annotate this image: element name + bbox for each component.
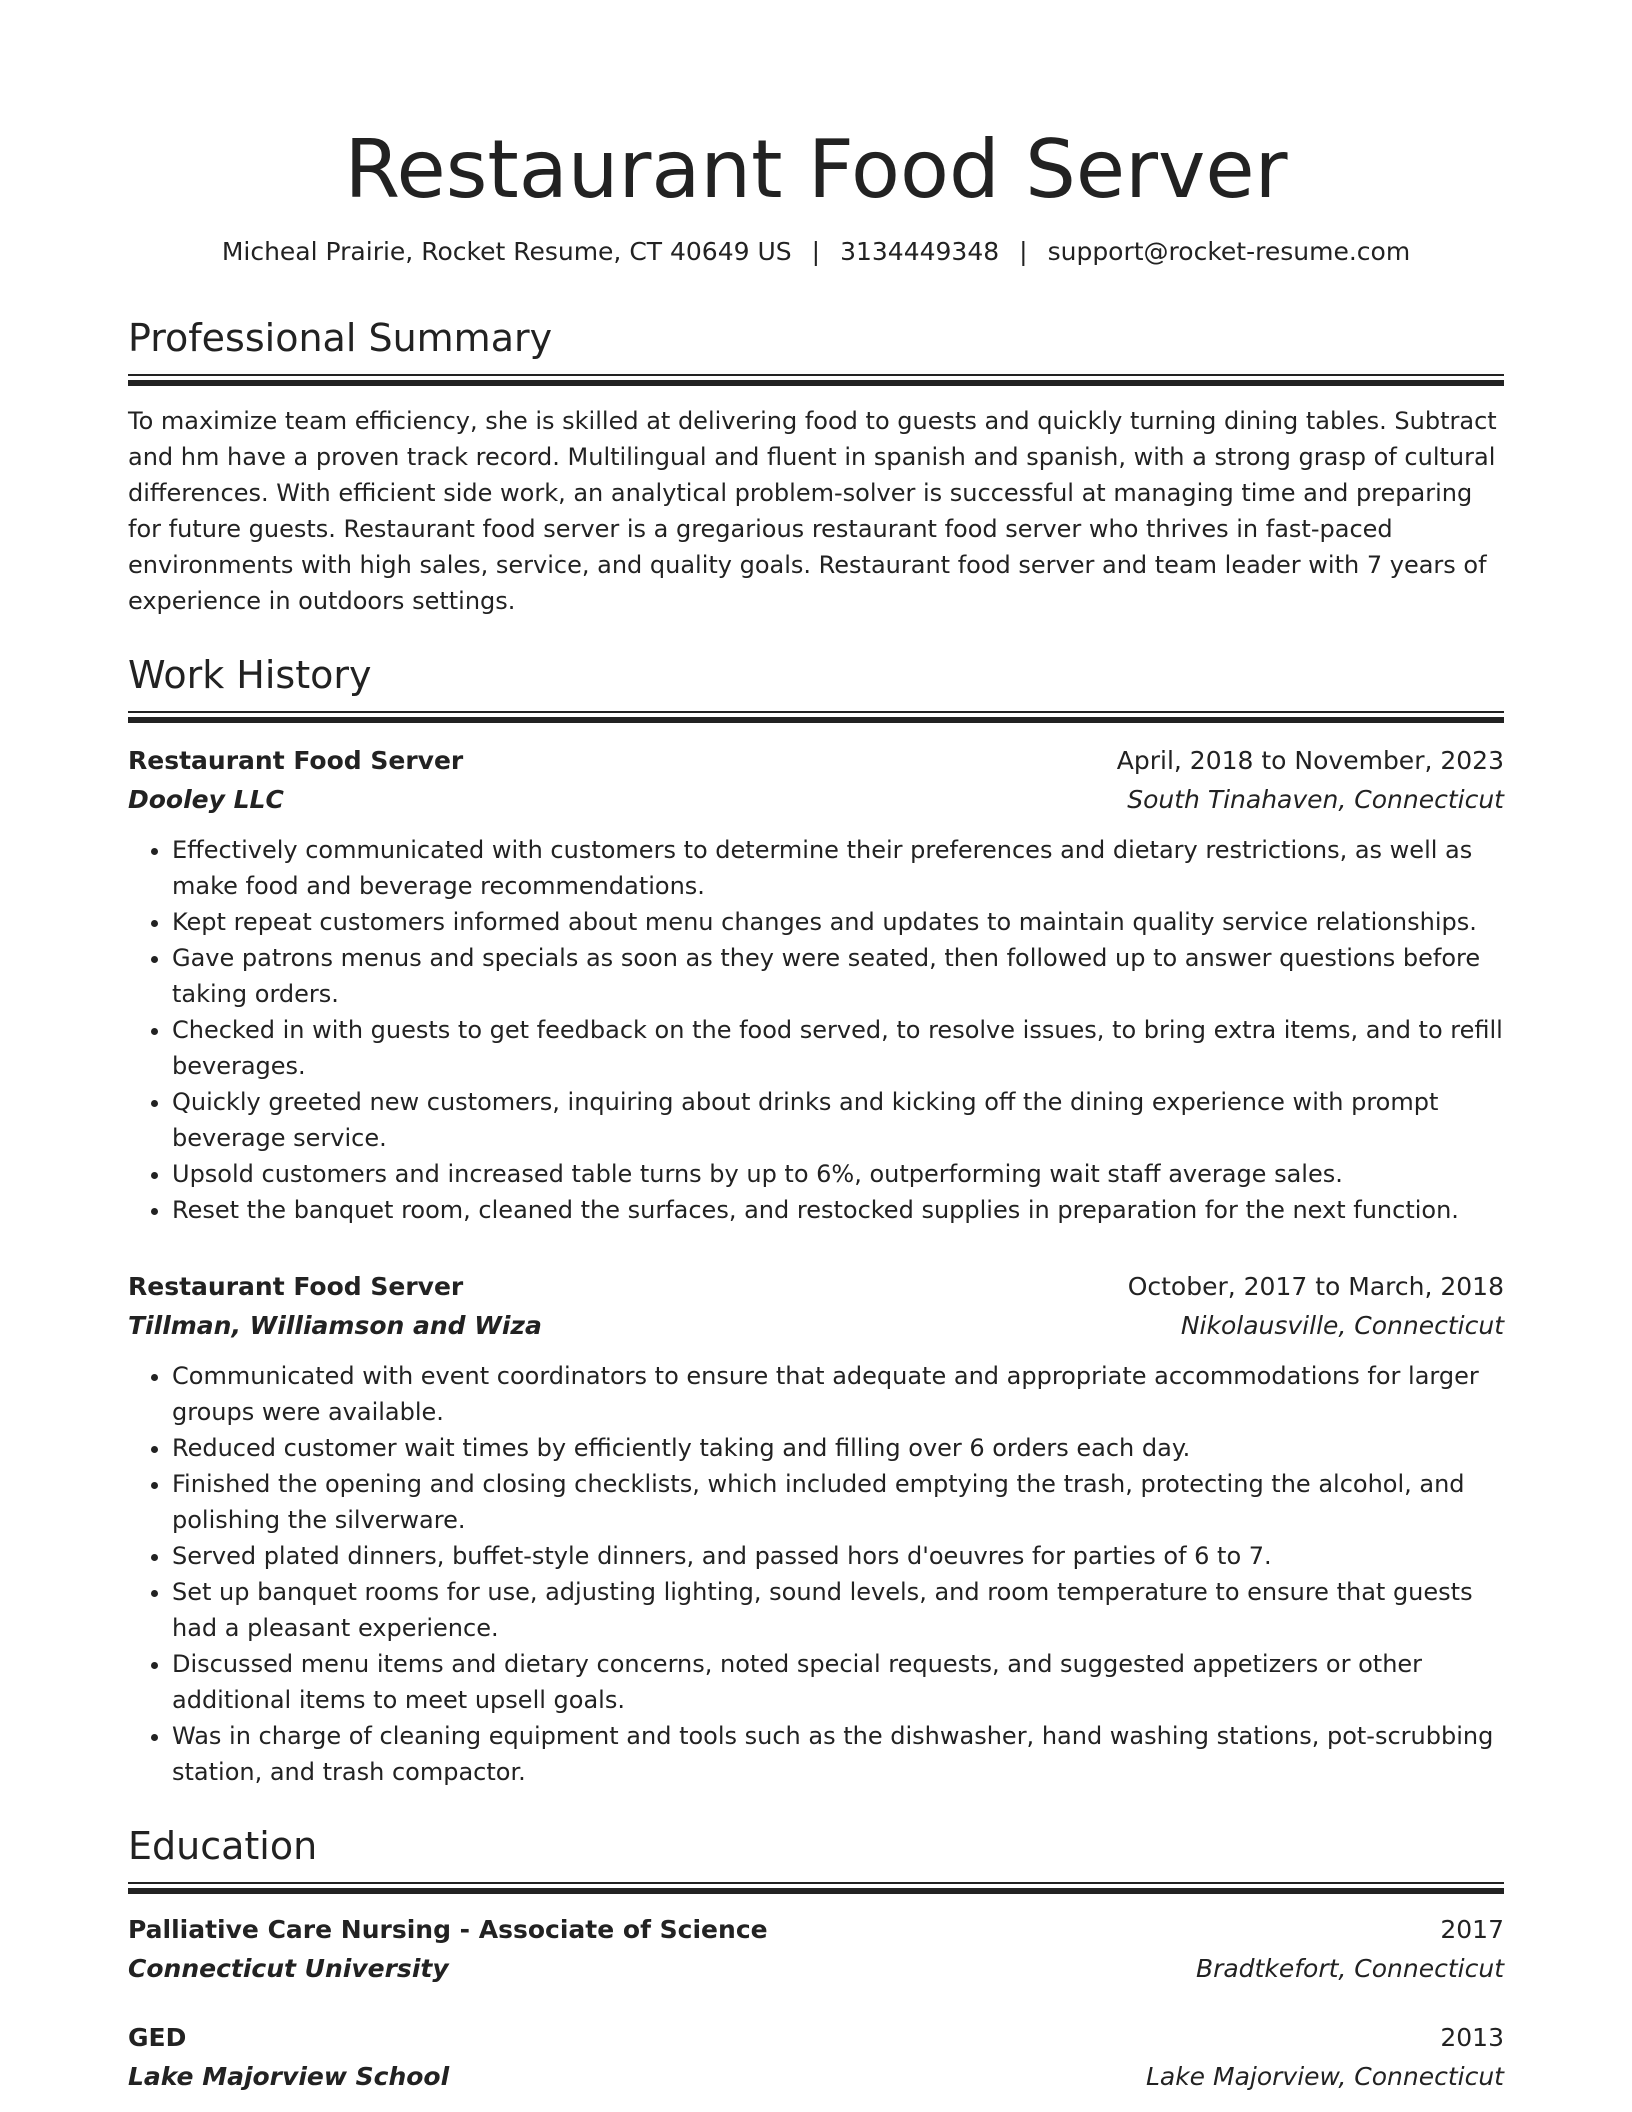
job-bullet: • Upsold customers and increased table turns by up to 6%, outperforming wait staff average sales. bbox=[172, 1156, 1504, 1192]
work-history-section bbox=[128, 649, 1504, 1790]
job-subheader bbox=[128, 1306, 1504, 1346]
job-dates: April, 2018 to November, 2023 bbox=[1116, 746, 1504, 775]
job-header bbox=[128, 742, 1504, 780]
job-bullet: • Served plated dinners, buffet-style dinners, and passed hors d'oeuvres for parties of 6 to 7. bbox=[172, 1538, 1504, 1574]
job-bullet: • Kept repeat customers informed about menu changes and updates to maintain quality service relationships. bbox=[172, 904, 1504, 940]
contact-separator: | bbox=[1019, 237, 1028, 266]
summary-section bbox=[128, 312, 1504, 619]
education-subheader bbox=[128, 1949, 1504, 1989]
education-location: Bradtkefort, Connecticut bbox=[1195, 1954, 1504, 1983]
job-title: Restaurant Food Server bbox=[128, 1272, 464, 1301]
education-section bbox=[128, 1820, 1504, 2097]
job-entry bbox=[128, 1268, 1504, 1790]
job-title: Restaurant Food Server bbox=[128, 746, 464, 775]
education-degree: GED bbox=[128, 2023, 187, 2052]
job-subheader bbox=[128, 780, 1504, 820]
job-bullet: • Finished the opening and closing checklists, which included emptying the trash, protecting the alcohol, and polishing the silverware. bbox=[172, 1466, 1504, 1538]
job-bullet: • Reduced customer wait times by efficiently taking and filling over 6 orders each day. bbox=[172, 1430, 1504, 1466]
job-bullet: • Reset the banquet room, cleaned the surfaces, and restocked supplies in preparation for the next function. bbox=[172, 1192, 1504, 1228]
education-location: Lake Majorview, Connecticut bbox=[1145, 2062, 1504, 2091]
education-heading: Education bbox=[128, 1824, 318, 1868]
contact-separator: | bbox=[811, 237, 821, 266]
education-year: 2017 bbox=[1440, 1915, 1504, 1944]
contact-address: Micheal Prairie, Rocket Resume, CT 40649 US bbox=[221, 237, 792, 266]
job-header bbox=[128, 1268, 1504, 1306]
work-history-heading: Work History bbox=[128, 653, 372, 697]
section-divider bbox=[128, 1882, 1504, 1893]
summary-heading: Professional Summary bbox=[128, 316, 553, 360]
education-school: Lake Majorview School bbox=[128, 2062, 450, 2091]
job-location: Nikolausville, Connecticut bbox=[1180, 1311, 1504, 1340]
job-bullet: • Gave patrons menus and specials as soon as they were seated, then followed up to answer questions before taking orders. bbox=[172, 940, 1504, 1012]
education-entry bbox=[128, 2019, 1504, 2097]
education-header bbox=[128, 1911, 1504, 1949]
section-divider bbox=[128, 711, 1504, 722]
job-company: Dooley LLC bbox=[128, 785, 284, 814]
job-bullet-list bbox=[128, 1358, 1504, 1790]
job-bullet: • Was in charge of cleaning equipment and tools such as the dishwasher, hand washing stations, pot-scrubbing station, and trash compactor. bbox=[172, 1718, 1504, 1790]
job-location: South Tinahaven, Connecticut bbox=[1127, 785, 1504, 814]
education-header bbox=[128, 2019, 1504, 2057]
job-dates: October, 2017 to March, 2018 bbox=[1127, 1272, 1504, 1301]
education-school: Connecticut University bbox=[128, 1954, 449, 1983]
job-bullet: • Set up banquet rooms for use, adjusting lighting, sound levels, and room temperature to ensure that guests had a pleasant experience. bbox=[172, 1574, 1504, 1646]
job-bullet: • Checked in with guests to get feedback on the food served, to resolve issues, to bring extra items, and to refill beverages. bbox=[172, 1012, 1504, 1084]
contact-email: support@rocket-resume.com bbox=[1047, 237, 1411, 266]
job-bullet: • Effectively communicated with customers to determine their preferences and dietary restrictions, as well as make food and beverage recommendations. bbox=[172, 832, 1504, 904]
education-year: 2013 bbox=[1440, 2023, 1504, 2052]
education-degree: Palliative Care Nursing - Associate of Science bbox=[128, 1915, 768, 1944]
education-entry bbox=[128, 1911, 1504, 1989]
summary-text: To maximize team efficiency, she is skilled at delivering food to guests and quickly turning dining tables. Subtract and hm have a proven track record. Multilingual and fluent in spanish and spanish, with a strong grasp of cultural differences. With efficient side work, an analytical problem-solver is successful at managing time and preparing for future guests. Restaurant food server is a gregarious restaurant food server who thrives in fast-paced environments with high sales, service, and quality goals. Restaurant food server and team leader with 7 years of experience in outdoors settings. bbox=[128, 407, 1497, 615]
job-company: Tillman, Williamson and Wiza bbox=[128, 1311, 542, 1340]
job-entry bbox=[128, 742, 1504, 1228]
contact-phone: 3134449348 bbox=[840, 237, 1000, 266]
resume-title: Restaurant Food Server bbox=[344, 123, 1288, 216]
section-divider bbox=[128, 374, 1504, 385]
contact-line bbox=[128, 234, 1504, 270]
education-subheader bbox=[128, 2057, 1504, 2097]
job-bullet: • Discussed menu items and dietary concerns, noted special requests, and suggested appetizers or other additional items to meet upsell goals. bbox=[172, 1646, 1504, 1718]
job-bullet-list bbox=[128, 832, 1504, 1228]
job-bullet: • Communicated with event coordinators to ensure that adequate and appropriate accommodations for larger groups were available. bbox=[172, 1358, 1504, 1430]
job-bullet: • Quickly greeted new customers, inquiring about drinks and kicking off the dining experience with prompt beverage service. bbox=[172, 1084, 1504, 1156]
